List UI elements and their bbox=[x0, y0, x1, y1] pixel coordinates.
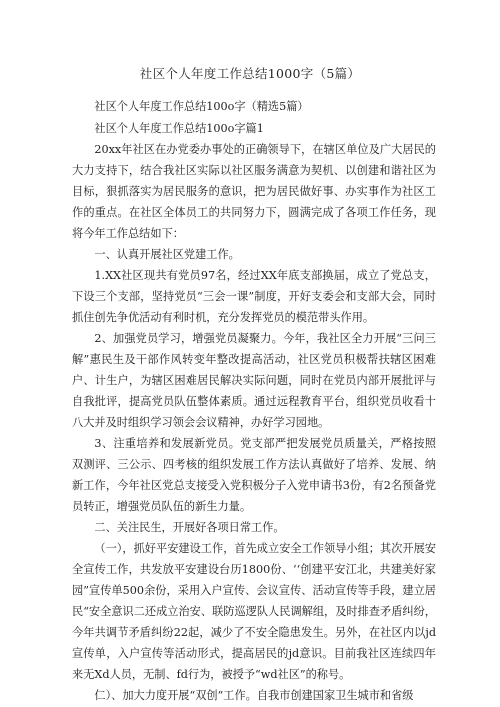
intro-paragraph: 20xx年社区在办党委办事处的正确领导下，在辖区单位及广大居民的大力支持下，结合我社区实际以社区服务满意为契机、以创建和谐社区为目标，狠抓落实为居民服务的意识，把为居民做好事、办实事作为社区工作的重点。在社区全体员工的共同努力下，圆满完成了各项工作任务，现将今年工作总结如下： bbox=[72, 143, 436, 240]
document-body bbox=[72, 96, 436, 706]
document-title: 社区个人年度工作总结1000字（5篇） bbox=[139, 66, 361, 81]
paragraph-new-members: 3、注重培养和发展新党员。党支部严把发展党员质量关，严格按照双测评、三公示、四考核的组织发展工作方法认真做好了培养、发展、纳新工作，今年社区党总支接受入党积极分子入党申请书3份，有2名预备党员转正，增强党员队伍的新生力量。 bbox=[72, 437, 436, 513]
subtitle-paragraph: 社区个人年度工作总结100o字（精选5篇） bbox=[94, 100, 309, 113]
paragraph-double-creation: 仁）、加大力度开展“双创”工作。自我市创建国家卫生城市和省级 bbox=[94, 689, 414, 702]
heading-livelihood: 二、关注民生，开展好各项日常工作。 bbox=[94, 521, 285, 534]
paragraph-party-members: 1.XX社区现共有党员97名，经过XX年底支部换届，成立了党总支，下设三个支部，坚持党员“三会一课”制度，开好支委会和支部大会，同时抓住创先争优活动有利时机，充分发挥党员的模范带头作用。 bbox=[72, 269, 436, 324]
section-heading: 社区个人年度工作总结100o字篇1 bbox=[94, 122, 264, 135]
paragraph-safety: （一），抓好平安建设工作，首先成立安全工作领导小组；其次开展安全宣传工作，共发放平安建设台历1800份、‘‘创建平安江北，共建美好家园”宣传单500余份，采用入户宣传、会议宣传、活动宣传等手段，建立居民“安全意识二还成立治安、联防巡逻队人民调解组，及时排查矛盾纠纷，今年共调节矛盾纠纷22起，减少了不安全隐患发生。另外，在社区内以jd宣传单，入户宣传等活动形式，提高居民的jd意识。目前我社区连续四年来无Xd人员，无制、fd行为，被授予“wd社区”的称号。 bbox=[72, 542, 436, 681]
paragraph-party-study: 2、加强党员学习，增强党员凝聚力。今年，我社区全力开展“三问三解”惠民生及干部作风转变年整改提高活动，社区党员积极帮扶辖区困难户、计生户，为辖区困难居民解决实际问题，同时在党员内部开展批评与自我批评，提高党员队伍整体素质。通过远程教育平台，组织党员收看十八大并及时组织学习领会会议精神，办好学习园地。 bbox=[72, 332, 436, 429]
heading-party-building: 一、认真开展社区党建工作。 bbox=[94, 248, 240, 261]
